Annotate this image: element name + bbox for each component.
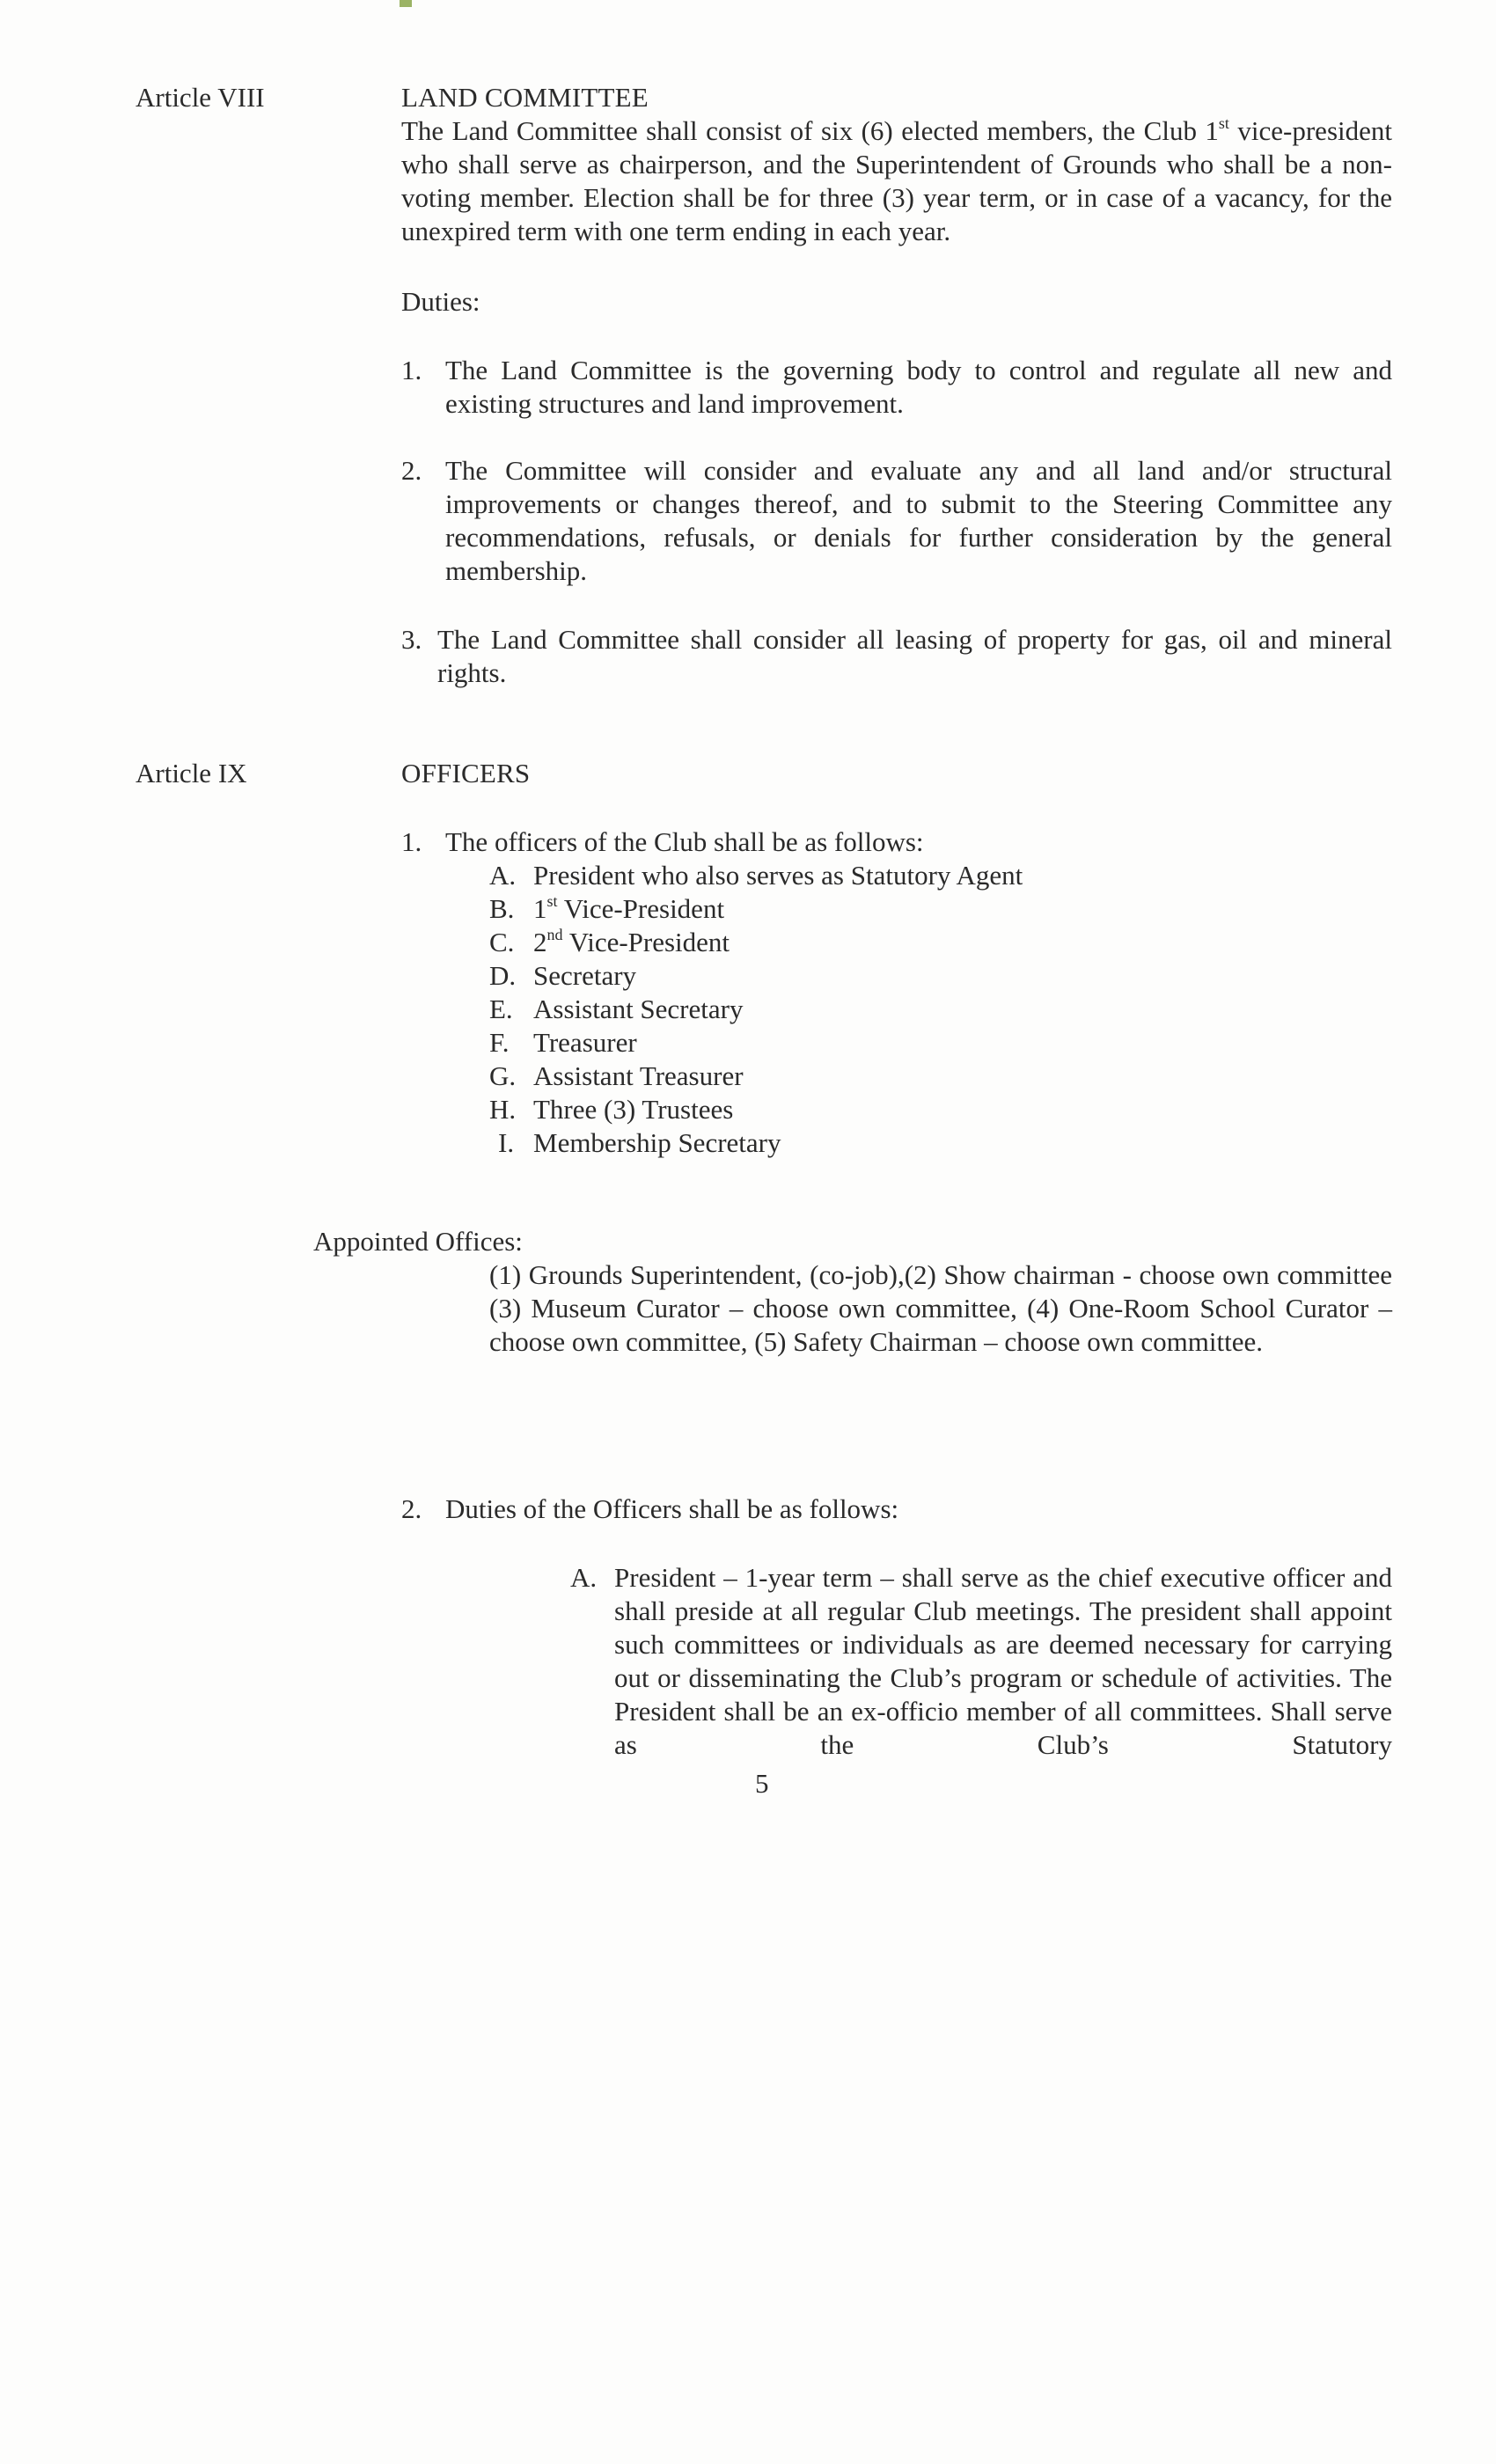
officers-item-text: Duties of the Officers shall be as follows:: [445, 1493, 899, 1524]
officer-title: Secretary: [533, 960, 637, 991]
officers-item-text: The officers of the Club shall be as follows:: [445, 826, 924, 857]
duty-number: 3.: [401, 624, 422, 655]
appointed-offices-label: Appointed Offices:: [313, 1226, 523, 1257]
duty-number: 2.: [401, 455, 422, 486]
officer-letter: F.: [489, 1027, 510, 1058]
officer-letter: A.: [489, 860, 517, 891]
officer-entry: [489, 1060, 1023, 1093]
officer-letter: H.: [489, 1094, 517, 1125]
intro-text-part: vice-president who shall serve as chairperson, and the Superintendent of Grounds who shall be a non-voting member. Election shall be for three (3) year term, or in case of a vacancy, for the unexpired term with one term ending in each year.: [401, 115, 1392, 246]
duty-text: [437, 623, 1392, 690]
officer-title: Vice-President: [557, 893, 725, 924]
officer-entry: [489, 859, 1023, 892]
officer-letter: D.: [489, 960, 517, 991]
ordinal-suffix: st: [1218, 114, 1229, 132]
officer-entry: [489, 892, 1023, 926]
officer-letter: B.: [489, 893, 515, 924]
duty-text: The Committee will consider and evaluate any and all land and/or structural improvements or changes thereof, and to submit to the Steering Committee any recommendations, refusals, or denials for further consideration by the general membership.: [445, 455, 1392, 586]
officer-entry: [489, 993, 1023, 1026]
officer-list: [489, 859, 1023, 1160]
article-viii-label: Article VIII: [136, 82, 265, 113]
appointed-offices-text: (1) Grounds Superintendent, (co-job),(2) Show chairman - choose own committee (3) Museum Curator – choose own committee, (4) One-Room School Curator – choose own committee, (5) Safety Chairman – choose own committee.: [489, 1259, 1392, 1357]
officer-title-number: 2: [533, 927, 547, 957]
ordinal-suffix: st: [546, 891, 558, 910]
officer-title: Vice-President: [562, 927, 730, 957]
president-duty-text: President – 1-year term – shall serve as the chief executive officer and shall preside at all regular Club meetings. The president shall appoint such committees or individuals as are deemed necessary for carrying out or disseminating the Club’s program or schedule of activities. The President shall be an ex-officio member of all committees. Shall serve as the Club’s Statutory: [614, 1562, 1392, 1760]
officer-title-number: 1: [533, 893, 547, 924]
duty-text: The Land Committee is the governing body to control and regulate all new and existing structures and land improvement.: [445, 355, 1392, 419]
officer-entry: [489, 959, 1023, 993]
officers-heading: OFFICERS: [401, 758, 531, 788]
officer-entry: [489, 1126, 1023, 1160]
duties-label: Duties:: [401, 286, 480, 317]
president-duty-letter: A.: [570, 1562, 598, 1593]
officer-letter: I.: [498, 1127, 515, 1158]
officer-title: President who also serves as Statutory Agent: [533, 860, 1023, 891]
officer-entry: [489, 1026, 1023, 1060]
land-committee-heading: LAND COMMITTEE: [401, 82, 649, 113]
officer-title: Membership Secretary: [533, 1127, 781, 1158]
article-ix-label: Article IX: [136, 758, 247, 788]
officer-letter: G.: [489, 1060, 517, 1091]
officer-entry: [489, 926, 1023, 959]
officer-letter: E.: [489, 994, 513, 1024]
page-number: 5: [755, 1768, 769, 1799]
officer-title: Treasurer: [533, 1027, 637, 1058]
officer-entry: [489, 1093, 1023, 1126]
officers-item-number: 1.: [401, 826, 422, 857]
officer-title: Assistant Treasurer: [533, 1060, 744, 1091]
ordinal-suffix: nd: [546, 925, 563, 943]
duty-number: 1.: [401, 355, 422, 385]
officer-title: Assistant Secretary: [533, 994, 744, 1024]
scan-artifact: [400, 0, 412, 7]
intro-text-part: The Land Committee shall consist of six (6) elected members, the Club 1: [401, 115, 1219, 146]
officer-letter: C.: [489, 927, 515, 957]
officers-item-number: 2.: [401, 1493, 422, 1524]
duty-text-line: The Land Committee shall consider all leasing of property for gas, oil and mineral rights.: [437, 624, 1392, 688]
land-committee-intro: [401, 114, 1392, 248]
officer-title: Three (3) Trustees: [533, 1094, 734, 1125]
